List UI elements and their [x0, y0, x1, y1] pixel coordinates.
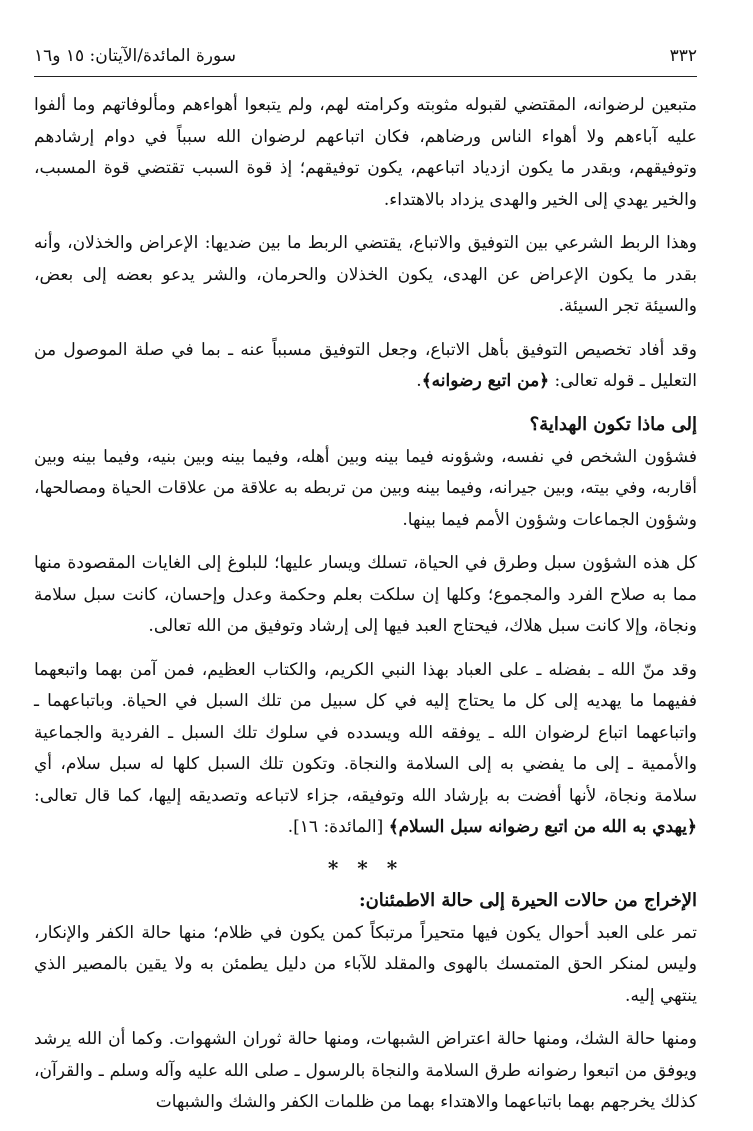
- header-divider: [34, 76, 697, 77]
- quran-quote: ﴿من اتبع رضوانه﴾: [421, 371, 550, 391]
- paragraph: وقد أفاد تخصيص التوفيق بأهل الاتباع، وجعل التوفيق مسبباً عنه ـ بما في صلة الموصول من التعليل ـ قوله تعالى: ﴿من اتبع رضوانه﴾.: [34, 339, 697, 391]
- paragraph: ومنها حالة الشك، ومنها حالة اعتراض الشبهات، ومنها حالة ثوران الشهوات. وكما أن الله يرشد ويوفق من اتبعوا رضوانه طرق السلامة والنجاة بالرسول ـ صلى الله عليه وآله وسلم ـ والقرآن، كذلك يخرجهم بهما باتباعهما والاهتداء بهما من ظلمات الكفر والشك والشبهات: [34, 1029, 697, 1112]
- paragraph: تمر على العبد أحوال يكون فيها متحيراً مرتبكاً كمن يكون في ظلام؛ منها حالة الكفر والإنكار، وليس لمنكر الحق المتمسك بالهوى والمقلد للآباء من دليل يطمئن به ولا يقين بالمصير الذي ينتهي إليه.: [34, 922, 697, 1006]
- section-separator: * * *: [327, 855, 404, 880]
- page-body: [34, 90, 697, 1131]
- paragraph: وهذا الربط الشرعي بين التوفيق والاتباع، يقتضي الربط ما بين ضديها: الإعراض والخذلان، وأنه بقدر ما يكون الإعراض عن الهدى، يكون الخذلان والحرمان، والشر يدعو بعضه إلى بعض، والسيئة تجر السيئة.: [34, 233, 697, 316]
- section-heading: الإخراج من حالات الحيرة إلى حالة الاطمئنان:: [358, 889, 697, 911]
- section-heading: إلى ماذا تكون الهداية؟: [529, 413, 697, 435]
- running-header: [34, 42, 697, 70]
- page-number: ٣٣٢: [669, 46, 697, 66]
- paragraph: وقد منّ الله ـ بفضله ـ على العباد بهذا النبي الكريم، والكتاب العظيم، فمن آمن بهما واتبعهما ففيهما ما يهديه إلى كل ما يحتاج إليه في كل سبيل من تلك السبل في الحياة. وباتباعهما ـ واتباعهما اتباع لرضوان الله ـ يوفقه الله ويسدده في سلوك تلك السبل ـ الفردية والجماعية والأممية ـ إلى ما يفضي به إلى السلامة والنجاة. وتكون تلك السبل كلها له سبل سلام، أي سلامة ونجاة، لأنها أفضت به بإرشاد الله وتوفيقه، جزاء لاتباعه وتصديقه إليها، كما قال تعالى: ﴿يهدي به الله من اتبع رضوانه سبل السلام﴾ [المائدة: ١٦].: [34, 659, 697, 837]
- paragraph: متبعين لرضوانه، المقتضي لقبوله مثوبته وكرامته لهم، ولم يتبعوا أهواءهم ومألوفاتهم وما ألفوا عليه آباءهم ولا أهواء الناس ورضاهم، فكان اتباعهم لرضوان الله سبباً في دوام إرشادهم وتوفيقهم، وبقدر ما يكون ازدياد اتباعهم، يكون توفيقهم؛ إذ قوة السبب تقتضي قوة المسبب، والخير يهدي إلى الخير والهدى يزداد بالاهتداء.: [34, 95, 697, 210]
- paragraph: فشؤون الشخص في نفسه، وشؤونه فيما بينه وبين أهله، وفيما بينه وبين بنيه، وفيما بينه وبين أقاربه، وفي بيته، وبين جيرانه، وفيما بينه وبين من تربطه به علاقة من علاقات الحياة ومصالحها، وشؤون الجماعات وشؤون الأمم فيما بينها.: [34, 446, 697, 530]
- paragraph: كل هذه الشؤون سبل وطرق في الحياة، تسلك ويسار عليها؛ للبلوغ إلى الغايات المقصودة منها مما به صلاح الفرد والمجموع؛ وكلها إن سلكت بعلم وحكمة وعدل وإحسان، كانت سبل سلامة ونجاة، وإلا كانت سبل هلاك، فيحتاج العبد فيها إلى إرشاد وتوفيق من الله تعالى.: [34, 553, 697, 636]
- quran-quote: ﴿يهدي به الله من اتبع رضوانه سبل السلام﴾: [388, 817, 697, 837]
- chapter-title: سورة المائدة/الآيتان: ١٥ و١٦: [34, 46, 236, 66]
